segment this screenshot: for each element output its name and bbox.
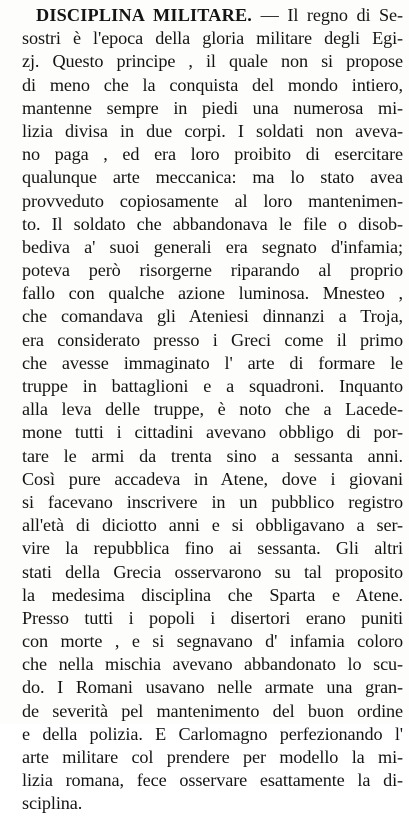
article-line: di meno che la conquista del mondo intiero, (22, 74, 403, 95)
article-line: vire la repubblica fino ai sessanta. Gli altri (22, 538, 403, 559)
article-line: tare le armi da trenta sino a sessanta anni. (22, 445, 403, 466)
article-line: sostri è l'epoca della gloria militare degli Egi- (22, 28, 403, 49)
article-line: qualunque arte meccanica: ma lo stato avea (22, 167, 403, 188)
article-line: zj. Questo principe , il quale non si propose (22, 51, 403, 72)
article-line: sciplina. (22, 793, 83, 814)
article-text: — Il regno di Se- (252, 5, 403, 25)
article-line: e della polizia. E Carlomagno perfezionando l' (22, 723, 403, 744)
article-line: che comandava gli Ateniesi dinnanzi a Troja, (22, 306, 403, 327)
article-line: bediva a' suoi generali era segnato d'infamia; (22, 236, 403, 257)
article-line: arte militare col prendere per modello la mi- (22, 747, 403, 767)
article-line: si facevano inscrivere in un pubblico registro (22, 491, 403, 512)
article-line: no paga , ed era loro proibito di esercitare (22, 144, 403, 165)
article-line: de severità pel mantenimento del buon ordine (22, 700, 403, 721)
article-line: che avesse immaginato l' arte di formare le (22, 352, 403, 373)
article-line: Così pure accadeva in Atene, dove i giovani (22, 468, 403, 489)
article-line: truppe in battaglioni e a squadroni. Inquanto (22, 376, 403, 396)
article-line: Presso tutti i popoli i disertori erano puniti (22, 607, 403, 628)
article-line: mantenne sempre in piedi una numerosa mi- (22, 97, 403, 118)
article-line: lizia divisa in due corpi. I soldati non aveva- (22, 120, 403, 141)
article-line (22, 4, 403, 27)
article-line: do. I Romani usavano nelle armate una gran- (22, 677, 403, 698)
article-line: poteva però risorgerne riparando al proprio (22, 260, 403, 281)
article-line: provveduto copiosamente al loro mantenimen- (22, 190, 403, 211)
article-line: che nella mischia avevano abbandonato lo scu- (22, 654, 403, 675)
article-line: era considerato presso i Greci come il primo (22, 329, 403, 350)
article-line: all'età di diciotto anni e si obbligavano a ser- (22, 515, 403, 536)
article-line: stati della Grecia osservarono su tal proposito (22, 561, 403, 582)
article-headword: DISCIPLINA MILITARE. (36, 5, 253, 25)
article-line: con morte , e si segnavano d' infamia coloro (22, 631, 403, 652)
article-line: to. Il soldato che abbandonava le file o disob- (22, 213, 403, 234)
article-line: alla leva delle truppe, è noto che a Lacede- (22, 399, 403, 420)
article-line: la medesima disciplina che Sparta e Atene. (22, 584, 403, 605)
article-line: lizia romana, fece osservare esattamente la di- (22, 770, 403, 791)
article-line: mone tutti i cittadini avevano obbligo di por- (22, 422, 403, 443)
article-disciplina-militare (22, 4, 403, 816)
article-line: fallo con qualche azione luminosa. Mnesteo , (22, 283, 403, 304)
